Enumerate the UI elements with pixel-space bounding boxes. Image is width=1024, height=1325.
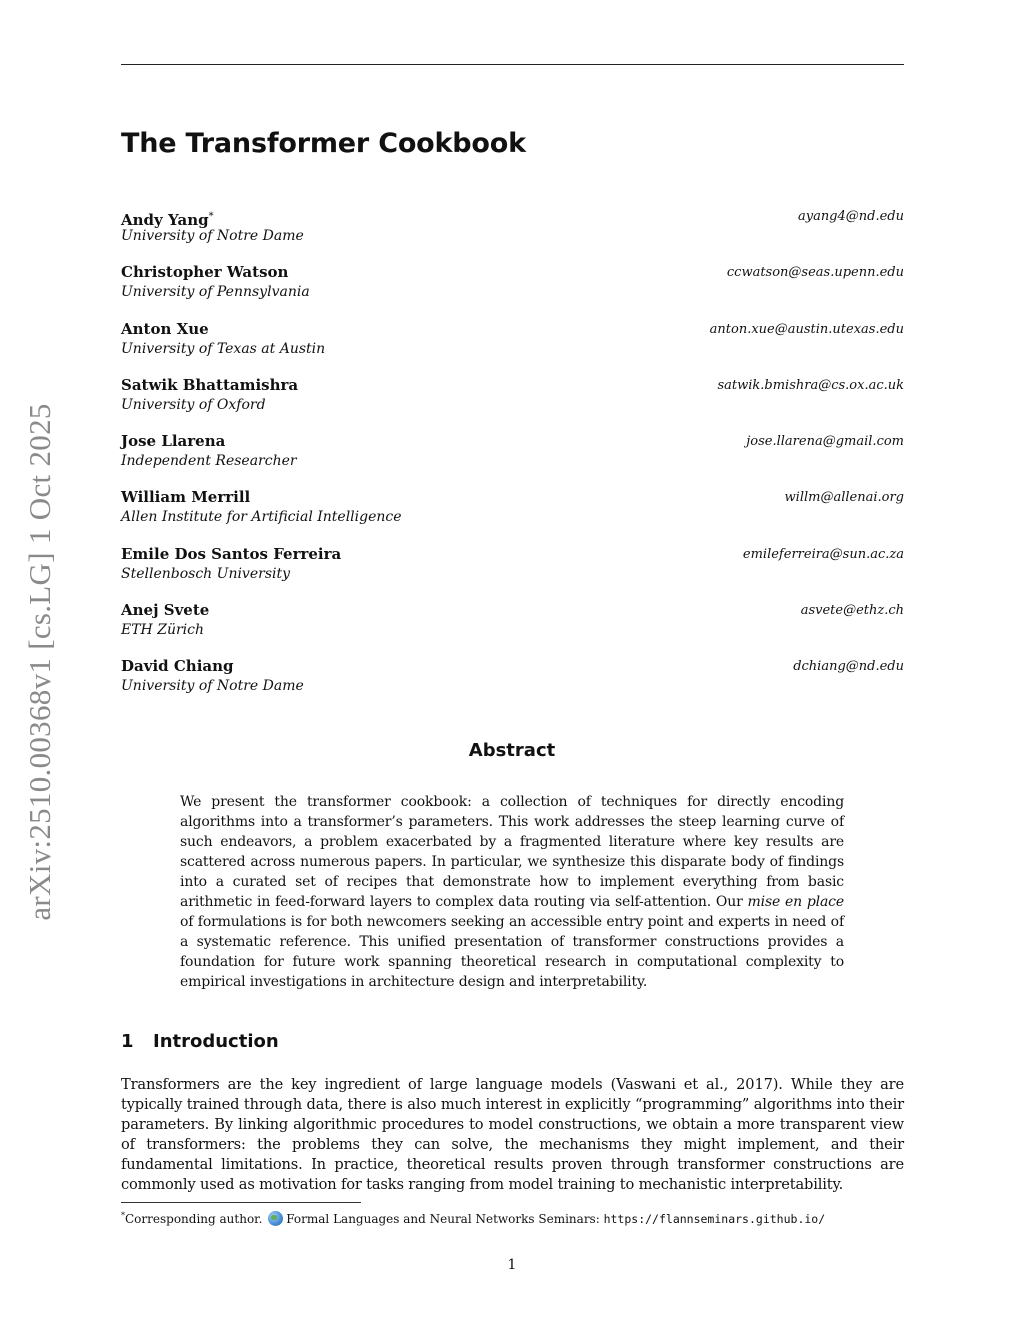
top-rule (121, 64, 904, 65)
author-name: Christopher Watson (121, 263, 289, 282)
globe-icon (268, 1211, 283, 1226)
author-name: David Chiang (121, 657, 234, 676)
author-email[interactable]: jose.llarena@gmail.com (746, 434, 904, 450)
author-email[interactable]: ayang4@nd.edu (797, 209, 904, 224)
footnote (121, 1207, 904, 1228)
abstract-italic-phrase: mise en place (747, 894, 845, 910)
author-affiliation: Stellenbosch University (121, 565, 291, 582)
author-name: Anej Svete (121, 601, 210, 620)
author-name: Anton Xue (121, 319, 209, 338)
author-list (121, 207, 904, 714)
author-email[interactable]: willm@allenai.org (784, 490, 904, 506)
author-affiliation: Independent Researcher (121, 453, 297, 470)
author-email[interactable]: asvete@ethz.ch (800, 603, 904, 619)
author-entry (121, 657, 904, 713)
author-affiliation: ETH Zürich (121, 622, 204, 639)
author-entry (121, 263, 904, 319)
footnote-mark[interactable]: * (208, 211, 214, 222)
author-email[interactable]: emileferreira@sun.ac.za (742, 546, 904, 562)
author-entry (121, 545, 904, 601)
author-entry (121, 376, 904, 432)
author-name: Satwik Bhattamishra (121, 375, 299, 394)
author-email[interactable]: ccwatson@seas.upenn.edu (726, 265, 904, 281)
page-number: 1 (507, 1257, 517, 1273)
author-name: William Merrill (121, 488, 251, 507)
abstract-body: We present the transformer cookbook: a collection of techniques for directly encoding algorithms into a transformer’s parameters. This work addresses the steep learning curve of such endeavors, a problem exacerbated by a fragmented literature where key results are scattered across numerous papers. In particular, we synthesize this disparate body of findings into a curated set of recipes that demonstrate how to implement everything from basic arithmetic in feed-forward layers to complex data routing via self-attention. Our mise en place of formulations is for both newcomers seeking an accessible entry point and experts in need of a systematic reference. This unified presentation of transformer constructions provides a foundation for future work spanning theoretical research in computational complexity to empirical investigations in architecture design and interpretability. (180, 794, 845, 990)
section-heading-introduction (121, 1031, 279, 1052)
author-affiliation: University of Notre Dame (121, 678, 304, 695)
author-affiliation: University of Pennsylvania (121, 284, 310, 301)
section-number: 1 (121, 1031, 134, 1052)
author-name: Emile Dos Santos Ferreira (121, 544, 342, 563)
author-email[interactable]: anton.xue@austin.utexas.edu (709, 321, 904, 337)
arxiv-identifier[interactable]: arXiv:2510.00368v1 [cs.LG] 1 Oct 2025 (22, 403, 57, 921)
footnote-text: Corresponding author. (125, 1212, 263, 1226)
seminar-link[interactable]: https://flannseminars.github.io/ (603, 1212, 826, 1226)
author-entry (121, 601, 904, 657)
footnote-seminar: Formal Languages and Neural Networks Seminars: (286, 1212, 600, 1226)
introduction-body: Transformers are the key ingredient of large language models (Vaswani et al., 2017). While they are typically trained through data, there is also much interest in explicitly “programming” algorithms into their parameters. By linking algorithmic procedures to model constructions, we obtain a more transparent view of transformers: the problems they can solve, the mechanisms they might implement, and their fundamental limitations. In practice, theoretical results proven through transformer constructions are commonly used as motivation for tasks ranging from model training to mechanistic interpretability. (121, 1076, 904, 1193)
author-name: Andy Yang* (121, 211, 214, 229)
author-entry (121, 320, 904, 376)
footnote-rule (121, 1202, 361, 1203)
author-entry (121, 207, 904, 263)
author-affiliation: University of Oxford (121, 396, 266, 413)
author-affiliation: University of Texas at Austin (121, 340, 326, 357)
author-affiliation: University of Notre Dame (121, 228, 304, 244)
author-name: Jose Llarena (121, 432, 226, 451)
section-title: Introduction (153, 1031, 279, 1052)
author-entry (121, 488, 904, 544)
footnote-mark: * (121, 1211, 125, 1220)
author-affiliation: Allen Institute for Artificial Intelligence (121, 509, 402, 526)
paper-title: The Transformer Cookbook (121, 128, 526, 159)
abstract-heading: Abstract (468, 740, 556, 761)
author-email[interactable]: dchiang@nd.edu (793, 659, 904, 675)
author-email[interactable]: satwik.bmishra@cs.ox.ac.uk (717, 377, 904, 393)
author-entry (121, 432, 904, 488)
